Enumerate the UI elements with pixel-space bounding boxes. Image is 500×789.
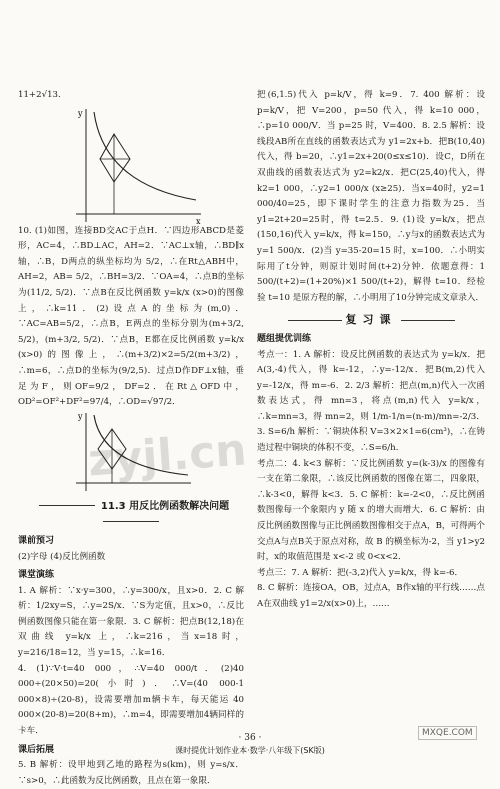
answers-6-9: 把(6,1.5)代入 p=k/V，得 k=9．7. 400 解析：设 p=k/V，把 V=200，p=50 代入，得 k=10 000，∴p=10 000/V．当 p=25 时，V=400．8. 2.5 解析：设线段AB所在直线的函数表达式为 y1=2x+b．把B(10,40)代入，得 b=20，∴y1=2x+20(0≤x≤10)．设C，D所在双曲线的函数表达式为 y2=k2/x．把C(25,40)代入，得 k2=1 000，∴y2=1 000/x (x≥25)．当x=40时，y2=1 000/40=25，即下课时学生的注意力指数为25．当 y1=2t+20=25时，得 t=2.5．9. (1)设 y=k/x，把点(150,16)代入 y=k/x，得 k=150，∴y与x的函数表达式为 y=1 500/x．(2)当 y=35-20=15 时，x=100．∴小明实际用了t分钟，则原计划时间(t+2)分钟．依题意得：1 500/(t+2)=(1+20%)×1 500/(t+2)，解得 t=10．经检验 t=10 是原方程的解，∴小明用了10分钟完成文章录入． [257, 90, 485, 303]
watermark: zyjl.cn [86, 424, 249, 487]
review-title: 复习课 [257, 312, 485, 328]
topic-two: 考点二：4. k<3 解析：∵反比例函数 y=(k-3)/x 的图像有一支在第二象限，∴该反比例函数的图像在第二，四象限，∴k-3<0，解得 k<3．5. C 解析：k=-2<0，∴反比例函数图像每一个象限内 y 随 x 的增大而增大．6. C 解析：由反比例函数图像与正比例函数图像相交于点A，B，可得两个交点A与点B关于原点对称，故 B 的横坐标为-2，当 y1>y2 时，x的取值范围是 x<-2 或 0<x<2． [257, 458, 485, 563]
figure-top [56, 104, 206, 224]
class-practice-label: 课堂演练 [18, 570, 55, 581]
after-answers-5: 5. B 解析：设甲地到乙地的路程为s(km)，则 y=s/x．∵s>0，∴此函数为反比例函数，且点在第一象限． [18, 760, 244, 786]
svg-text:y: y [78, 108, 83, 118]
page-number: · 36 · [238, 733, 262, 743]
svg-text:y: y [78, 411, 83, 421]
pre-study-label: 课前预习 [18, 535, 55, 546]
svg-text:x: x [196, 216, 201, 224]
after-class-label: 课后拓展 [18, 744, 55, 755]
problem-10: 10. (1)如图，连接BD交AC于点H．∵四边形ABCD是菱形，AC=4，∴BD⊥AC，AH=2．∵AC⊥x轴，∴BD∥x轴，∴B，D两点的纵坐标均为 5/2，∴在Rt△ABH中，AH=2，AB= 5/2，∴BH=3/2．∵OA=4，∴点B的坐标为(11/2, 5/2)．∵点B在反比例函数 y=k/x (x>0)的图像上，∴k=11．(2)设点A的坐标为(m,0)．∵AC=AB=5/2，∴点B，E两点的坐标分别为(m+3/2, 5/2)，(m+3/2, 5/2)．∵点B，E都在反比例函数 y=k/x (x>0)的图像上，∴(m+3/2)×2=5/2(m+3/2)，∴m=6，∴点D的坐标为(9/2,5)．过点D作DF⊥x轴，垂足为F，则OF=9/2，DF=2．在Rt△OFD中，OD²=OF²+DF²=97/4，∴OD=√97/2． [18, 225, 244, 408]
answer-8: 8. C 解析：连接OA，OB，过点A，B作x轴的平行线……点A在双曲线 y1=2/x(x>0)上，…… [257, 583, 485, 609]
topic-one: 考点一：1. A 解析：设反比例函数的表达式为 y=k/x．把A(3,-4)代入，得 k=-12，∴y=-12/x．把B(m,2)代入 y=-12/x，得 m=-6．2. 2/3 解析：把点(m,n)代入一次函数表达式，得 mn=3，将点(m,n)代入 y=k/x，∴k=mn=3，得 mn=2，则 1/m-1/n=(n-m)/mn=-2/3．3. S=6/h 解析：∵铜块体积 V=3×2×1=6(cm³)，∴在铸造过程中铜块的体积不变，∴S=6/h． [257, 349, 485, 454]
pre-study-text: (2)字母 (4)反比例函数 [18, 551, 106, 562]
class-answers-4: 4. (1)∵V·t=40 000，∴V=40 000/t．(2)40 000÷(20×50)=20(小时)．∴V=(40 000-1 000×8)÷(20-8)，设需要增加m辆卡车，每天能运 40 000×(20-8)=20(8+m)，∴m=4，即需要增加4辆同样的卡车． [18, 663, 244, 737]
right-column [257, 88, 485, 613]
site-logo: MXQE.COM [418, 726, 477, 740]
topic-three: 考点三：7. A 解析：把(-3,2)代入 y=k/x，得 k=-6． [257, 567, 464, 578]
review-subtitle: 题组提优训练 [257, 333, 312, 344]
section-title: 11.3 用反比例函数解决问题 [18, 499, 244, 530]
footer-text: 课时提优计划作业本·数学·八年级下(SK版) [175, 746, 325, 755]
class-answers-1: 1. A 解析：∵x·y=300，∴y=300/x，且x>0．2. C 解析：1/2xy=S，∴y=2S/x．∵S为定值，且x>0，∴反比例函数图像只能在第一象限．3. C 解析：把点B(12,18)在双曲线 y=k/x 上，∴k=216，当x=18时，y=216/18=12，当 y=15，∴k=16． [18, 585, 244, 659]
intro-text: 11+2√13. [18, 90, 61, 100]
